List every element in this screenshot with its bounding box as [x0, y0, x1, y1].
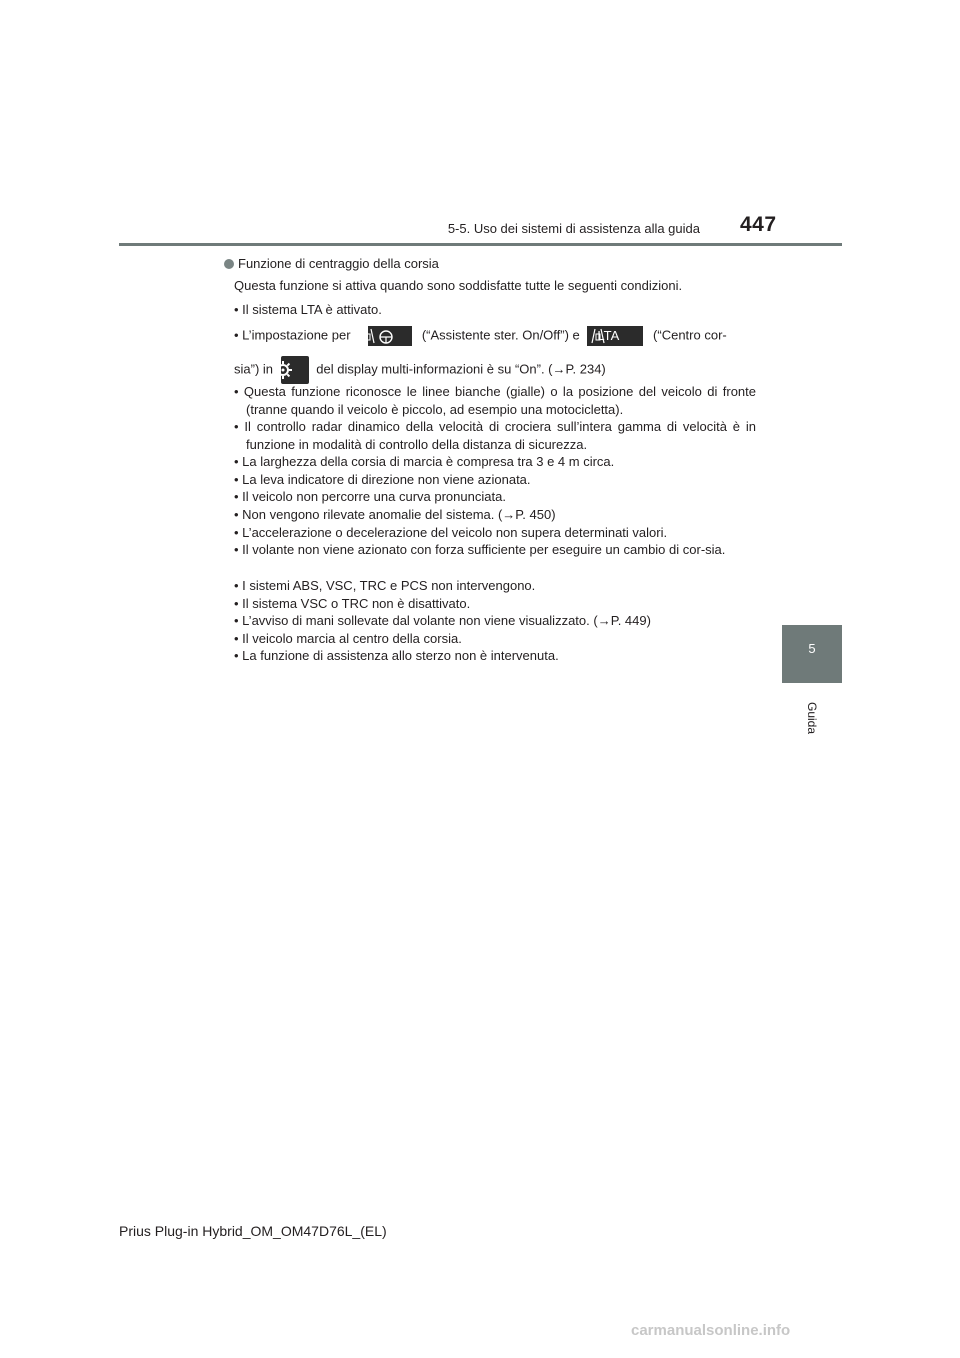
- page-number: 447: [740, 213, 777, 236]
- condition-item: • Il sistema VSC o TRC non è disattivato.: [234, 596, 471, 611]
- condition-item: • Il controllo radar dinamico della velocità di crociera sull’intera gamma di velocità è in funzione in modalità di controllo della distanza di sicurezza.: [234, 419, 756, 452]
- gear-icon: [281, 356, 309, 384]
- condition-item: • I sistemi ABS, VSC, TRC e PCS non intervengono.: [234, 578, 536, 593]
- heading-bullet-icon: [224, 259, 234, 269]
- steering-assist-icon: [368, 326, 412, 346]
- chapter-label: Guida: [805, 701, 819, 735]
- condition-item: • L’avviso di mani sollevate dal volante non viene visualizzato. (→P. 449): [234, 613, 651, 628]
- condition-text: del display multi-informazioni è su “On”. (→P. 234): [316, 361, 606, 377]
- condition-item: • La larghezza della corsia di marcia è compresa tra 3 e 4 m circa.: [234, 454, 615, 469]
- condition-item: • Il sistema LTA è attivato.: [234, 302, 382, 317]
- condition-item-continued: [234, 356, 756, 384]
- section-heading: [224, 256, 439, 271]
- condition-item: [234, 326, 756, 346]
- condition-text: sia”) in: [234, 361, 274, 377]
- condition-item: • Il volante non viene azionato con forza sufficiente per eseguire un cambio di cor-sia.: [234, 542, 726, 557]
- condition-text: (“Assistente ster. On/Off”) e: [421, 327, 580, 343]
- condition-item: • Non vengono rilevate anomalie del sistema. (→P. 450): [234, 507, 556, 522]
- manual-id: Prius Plug-in Hybrid_OM_OM47D76L_(EL): [119, 1223, 387, 1239]
- chapter-number: 5: [808, 641, 816, 656]
- condition-item: • Il veicolo marcia al centro della corsia.: [234, 631, 462, 646]
- condition-item: • La funzione di assistenza allo sterzo non è intervenuta.: [234, 648, 559, 663]
- condition-item: • Questa funzione riconosce le linee bianche (gialle) o la posizione del veicolo di fronte (tranne quando il veicolo è piccolo, ad esempio una motocicletta).: [234, 384, 756, 417]
- header-divider: [119, 243, 842, 246]
- lta-icon: [587, 326, 643, 346]
- section-title: 5-5. Uso dei sistemi di assistenza alla guida: [447, 221, 700, 236]
- chapter-tab: [782, 625, 842, 683]
- condition-item: • La leva indicatore di direzione non viene azionata.: [234, 472, 531, 487]
- heading-text: Funzione di centraggio della corsia: [238, 256, 439, 271]
- condition-text: • L’impostazione per: [234, 327, 351, 343]
- condition-item: • L’accelerazione o decelerazione del veicolo non supera determinati valori.: [234, 525, 668, 540]
- intro-paragraph: Questa funzione si attiva quando sono soddisfatte tutte le seguenti condizioni.: [234, 278, 683, 293]
- watermark: carmanualsonline.info: [631, 1322, 791, 1339]
- lta-label: LTA: [597, 328, 620, 343]
- condition-item: • Il veicolo non percorre una curva pronunciata.: [234, 489, 506, 504]
- condition-text: (“Centro cor-: [653, 327, 727, 343]
